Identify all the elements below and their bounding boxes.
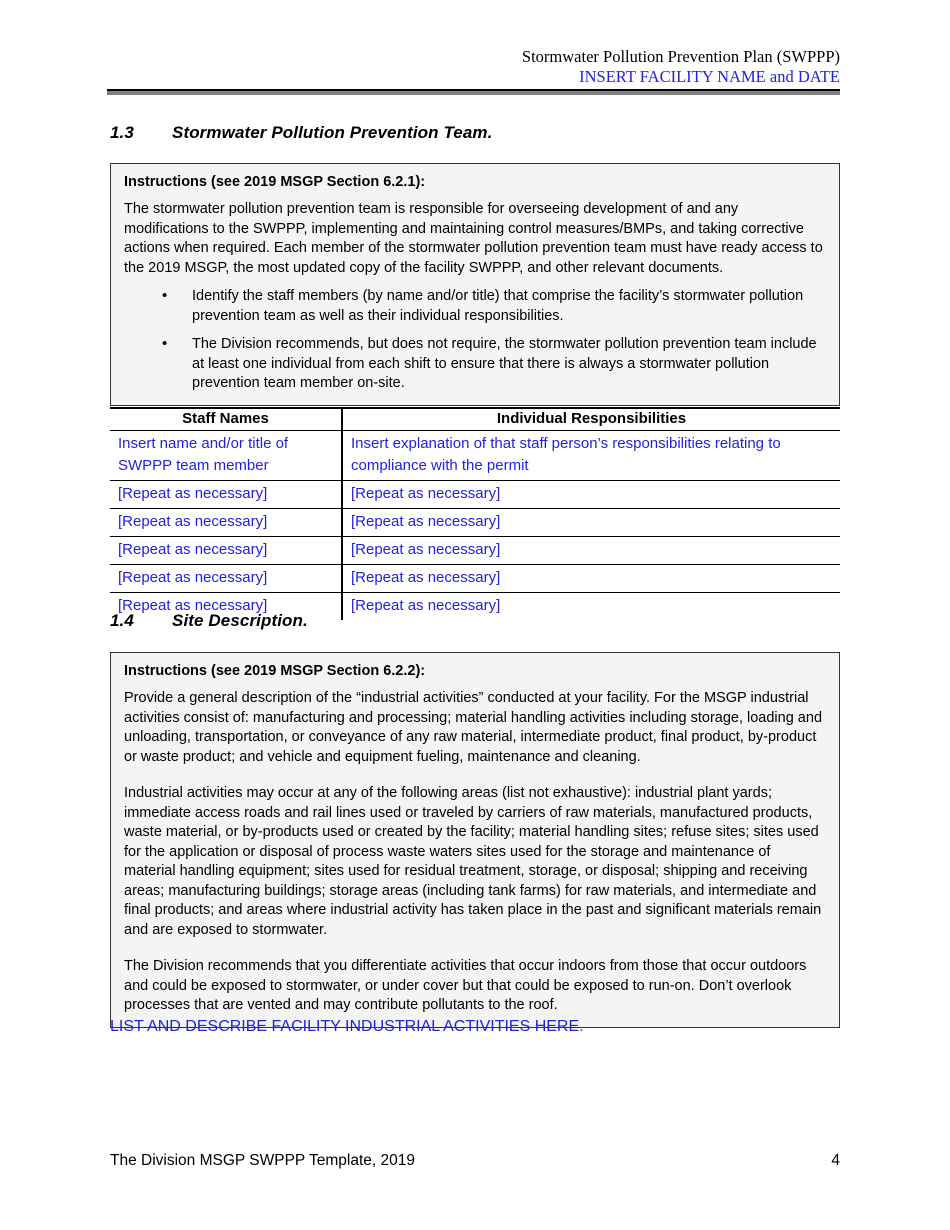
staff-responsibilities-table: [110, 407, 840, 620]
header-document-title: Stormwater Pollution Prevention Plan (SWPPP): [521, 47, 840, 66]
instructions-box-1-3: [110, 163, 840, 406]
list-item: [124, 335, 826, 394]
section-number-1-3: 1.3: [110, 123, 134, 142]
footer-page-number: 4: [831, 1152, 840, 1169]
section-title-1-3: Stormwater Pollution Prevention Team.: [172, 123, 493, 142]
table-cell-responsibility[interactable]: [Repeat as necessary]: [342, 481, 840, 509]
table-cell-staff-name[interactable]: [Repeat as necessary]: [110, 593, 342, 621]
section-heading-1-3: [110, 123, 492, 143]
section-number-1-4: 1.4: [110, 611, 134, 630]
table-cell-staff-name[interactable]: [Repeat as necessary]: [110, 509, 342, 537]
list-item: [124, 287, 826, 326]
table-cell-responsibility[interactable]: [Repeat as necessary]: [351, 597, 501, 614]
facility-activities-placeholder[interactable]: LIST AND DESCRIBE FACILITY INDUSTRIAL ACTIVITIES HERE.: [110, 1018, 584, 1035]
section-heading-1-4: [110, 611, 308, 631]
page-header: [107, 47, 840, 87]
table-row: [110, 537, 840, 565]
header-facility-placeholder: INSERT FACILITY NAME and DATE: [579, 67, 840, 86]
footer-template-name: The Division MSGP SWPPP Template, 2019: [110, 1152, 415, 1169]
table-cell-responsibility[interactable]: [Repeat as necessary]: [342, 565, 840, 593]
instructions-paragraph: Industrial activities may occur at any of the following areas (list not exhaustive): industrial plant yards; immediate access roads and rail lines used or traveled by carriers of raw materials, manufactured products, waste material, or by-products used or created by the facility; material handling sites; refuse sites; sites used for the application or disposal of process waste waters sites used for the storage and maintenance of material handling equipment; sites used for residual treatment, storage, or disposal; shipping and receiving areas; manufacturing buildings; storage areas (including tank farms) for raw materials, and intermediate and final products; and areas where industrial activity has taken place in the past and significant materials remain and are exposed to stormwater.: [124, 785, 822, 938]
instructions-paragraph: Provide a general description of the “industrial activities” conducted at your facility. For the MSGP industrial activities consist of: manufacturing and processing; material handling activities including storage, loading and unloading, transportation, or conveyance of any raw material, intermediate product, final product, by-product or waste product; and vehicle and equipment fueling, maintenance and cleaning.: [124, 690, 823, 765]
table-cell-staff-name[interactable]: [Repeat as necessary]: [110, 565, 342, 593]
instructions-bullet-list-1-3: [124, 287, 826, 394]
instructions-paragraph: The stormwater pollution prevention team is responsible for overseeing development of and any modifications to the SWPPP, implementing and maintaining control measures/BMPs, and taking corrective actions when required. Each member of the stormwater pollution prevention team must have ready access to the 2019 MSGP, the most updated copy of the facility SWPPP, and other relevant documents.: [124, 201, 823, 276]
table-cell-staff-name[interactable]: [Repeat as necessary]: [110, 537, 342, 565]
page-footer: [110, 1152, 840, 1170]
instructions-title-1-3: Instructions (see 2019 MSGP Section 6.2.1):: [124, 174, 426, 190]
table-cell-responsibility[interactable]: Insert explanation of that staff person’s responsibilities relating to compliance with the permit: [342, 431, 840, 481]
instructions-title-1-4: Instructions (see 2019 MSGP Section 6.2.2):: [124, 663, 426, 679]
table-cell-staff-name[interactable]: Insert name and/or title of SWPPP team member: [110, 431, 342, 481]
table-cell-responsibility[interactable]: [Repeat as necessary]: [342, 537, 840, 565]
header-rule-shadow: [107, 91, 840, 95]
instructions-box-1-4: [110, 652, 840, 1028]
bullet-icon: •: [162, 335, 168, 352]
table-header-row: [110, 408, 840, 431]
table-cell-responsibility[interactable]: [Repeat as necessary]: [342, 509, 840, 537]
list-item-text: Identify the staff members (by name and/or title) that comprise the facility’s stormwater pollution prevention team as well as their individual responsibilities.: [192, 288, 804, 324]
table-row: [110, 481, 840, 509]
list-item-text: The Division recommends, but does not require, the stormwater pollution prevention team include at least one individual from each shift to ensure that there is always a stormwater pollution prevention team member on-site.: [192, 336, 817, 391]
table-row: [110, 565, 840, 593]
table-cell-staff-name[interactable]: [Repeat as necessary]: [110, 481, 342, 509]
section-title-1-4: Site Description.: [172, 611, 308, 630]
table-column-header-responsibilities: Individual Responsibilities: [342, 408, 840, 431]
instructions-paragraph: The Division recommends that you differentiate activities that occur indoors from those that occur outdoors and could be exposed to stormwater, or under cover but that could be exposed to run-on. Don’t overlook processes that are vented and may contribute pollutants to the roof.: [124, 958, 807, 1013]
table-column-header-staff-names: Staff Names: [110, 408, 342, 431]
table-row: [110, 431, 840, 481]
bullet-icon: •: [162, 287, 168, 304]
table-row: [110, 509, 840, 537]
